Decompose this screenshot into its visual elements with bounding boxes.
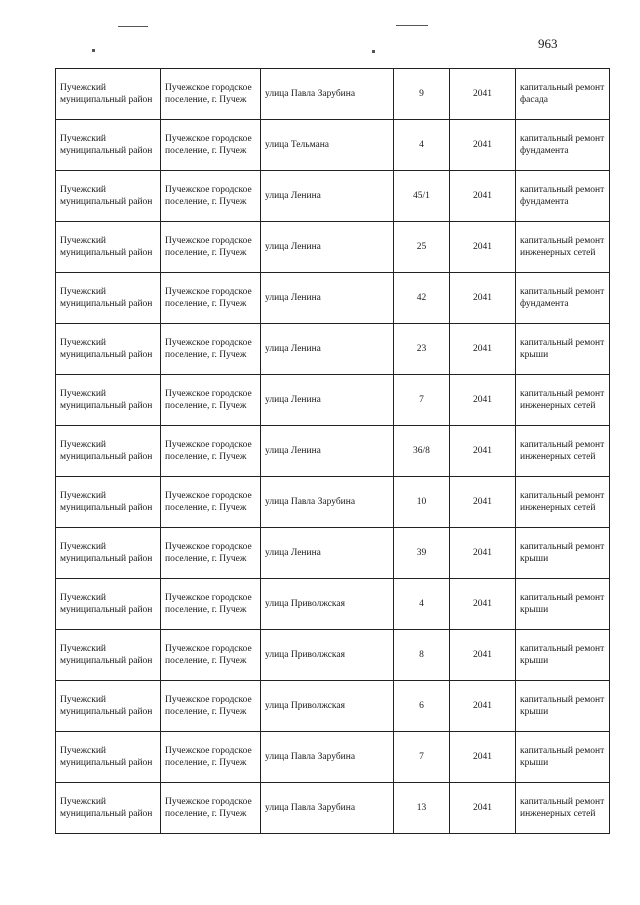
table-row — [56, 579, 610, 630]
table-row — [56, 477, 610, 528]
settlement-cell: Пучежское городское поселение, г. Пучеж — [161, 375, 261, 426]
table-row — [56, 783, 610, 834]
scan-mark — [92, 49, 95, 52]
table-row — [56, 681, 610, 732]
street-cell: улица Ленина — [261, 375, 394, 426]
work-type-cell: капитальный ремонт крыши — [516, 528, 610, 579]
table-row — [56, 732, 610, 783]
house-number-cell: 39 — [394, 528, 450, 579]
house-number-cell: 13 — [394, 783, 450, 834]
work-type-cell: капитальный ремонт фундамента — [516, 273, 610, 324]
district-cell: Пучежский муниципальный район — [56, 375, 161, 426]
year-cell: 2041 — [450, 426, 516, 477]
street-cell: улица Ленина — [261, 273, 394, 324]
house-number-cell: 23 — [394, 324, 450, 375]
house-number-cell: 4 — [394, 120, 450, 171]
house-number-cell: 4 — [394, 579, 450, 630]
street-cell: улица Ленина — [261, 324, 394, 375]
settlement-cell: Пучежское городское поселение, г. Пучеж — [161, 69, 261, 120]
settlement-cell: Пучежское городское поселение, г. Пучеж — [161, 477, 261, 528]
street-cell: улица Ленина — [261, 222, 394, 273]
district-cell: Пучежский муниципальный район — [56, 273, 161, 324]
street-cell: улица Павла Зарубина — [261, 69, 394, 120]
district-cell: Пучежский муниципальный район — [56, 579, 161, 630]
year-cell: 2041 — [450, 681, 516, 732]
work-type-cell: капитальный ремонт фундамента — [516, 120, 610, 171]
year-cell: 2041 — [450, 69, 516, 120]
settlement-cell: Пучежское городское поселение, г. Пучеж — [161, 528, 261, 579]
house-number-cell: 6 — [394, 681, 450, 732]
year-cell: 2041 — [450, 732, 516, 783]
district-cell: Пучежский муниципальный район — [56, 732, 161, 783]
street-cell: улица Павла Зарубина — [261, 732, 394, 783]
street-cell: улица Ленина — [261, 171, 394, 222]
work-type-cell: капитальный ремонт инженерных сетей — [516, 375, 610, 426]
house-number-cell: 45/1 — [394, 171, 450, 222]
street-cell: улица Тельмана — [261, 120, 394, 171]
scan-mark — [118, 26, 148, 27]
district-cell: Пучежский муниципальный район — [56, 69, 161, 120]
scan-mark — [372, 50, 375, 53]
district-cell: Пучежский муниципальный район — [56, 222, 161, 273]
scan-mark — [396, 25, 428, 26]
settlement-cell: Пучежское городское поселение, г. Пучеж — [161, 120, 261, 171]
registry-body — [56, 69, 610, 834]
street-cell: улица Ленина — [261, 528, 394, 579]
year-cell: 2041 — [450, 477, 516, 528]
district-cell: Пучежский муниципальный район — [56, 171, 161, 222]
table-row — [56, 528, 610, 579]
settlement-cell: Пучежское городское поселение, г. Пучеж — [161, 579, 261, 630]
year-cell: 2041 — [450, 579, 516, 630]
house-number-cell: 7 — [394, 732, 450, 783]
table-row — [56, 273, 610, 324]
year-cell: 2041 — [450, 630, 516, 681]
work-type-cell: капитальный ремонт инженерных сетей — [516, 222, 610, 273]
district-cell: Пучежский муниципальный район — [56, 528, 161, 579]
table-row — [56, 426, 610, 477]
settlement-cell: Пучежское городское поселение, г. Пучеж — [161, 630, 261, 681]
table-row — [56, 324, 610, 375]
settlement-cell: Пучежское городское поселение, г. Пучеж — [161, 222, 261, 273]
settlement-cell: Пучежское городское поселение, г. Пучеж — [161, 171, 261, 222]
house-number-cell: 9 — [394, 69, 450, 120]
street-cell: улица Приволжская — [261, 630, 394, 681]
table-row — [56, 222, 610, 273]
work-type-cell: капитальный ремонт крыши — [516, 681, 610, 732]
settlement-cell: Пучежское городское поселение, г. Пучеж — [161, 681, 261, 732]
house-number-cell: 8 — [394, 630, 450, 681]
table-row — [56, 69, 610, 120]
settlement-cell: Пучежское городское поселение, г. Пучеж — [161, 783, 261, 834]
district-cell: Пучежский муниципальный район — [56, 783, 161, 834]
district-cell: Пучежский муниципальный район — [56, 120, 161, 171]
house-number-cell: 42 — [394, 273, 450, 324]
settlement-cell: Пучежское городское поселение, г. Пучеж — [161, 732, 261, 783]
street-cell: улица Павла Зарубина — [261, 783, 394, 834]
district-cell: Пучежский муниципальный район — [56, 426, 161, 477]
settlement-cell: Пучежское городское поселение, г. Пучеж — [161, 324, 261, 375]
year-cell: 2041 — [450, 783, 516, 834]
table-row — [56, 120, 610, 171]
registry-table — [55, 68, 610, 834]
table-row — [56, 630, 610, 681]
street-cell: улица Павла Зарубина — [261, 477, 394, 528]
street-cell: улица Приволжская — [261, 579, 394, 630]
settlement-cell: Пучежское городское поселение, г. Пучеж — [161, 273, 261, 324]
year-cell: 2041 — [450, 222, 516, 273]
house-number-cell: 36/8 — [394, 426, 450, 477]
street-cell: улица Приволжская — [261, 681, 394, 732]
work-type-cell: капитальный ремонт крыши — [516, 579, 610, 630]
year-cell: 2041 — [450, 528, 516, 579]
work-type-cell: капитальный ремонт инженерных сетей — [516, 426, 610, 477]
table-row — [56, 375, 610, 426]
work-type-cell: капитальный ремонт инженерных сетей — [516, 477, 610, 528]
work-type-cell: капитальный ремонт инженерных сетей — [516, 783, 610, 834]
table-row — [56, 171, 610, 222]
work-type-cell: капитальный ремонт фундамента — [516, 171, 610, 222]
district-cell: Пучежский муниципальный район — [56, 681, 161, 732]
year-cell: 2041 — [450, 120, 516, 171]
work-type-cell: капитальный ремонт крыши — [516, 630, 610, 681]
district-cell: Пучежский муниципальный район — [56, 324, 161, 375]
year-cell: 2041 — [450, 273, 516, 324]
district-cell: Пучежский муниципальный район — [56, 630, 161, 681]
district-cell: Пучежский муниципальный район — [56, 477, 161, 528]
work-type-cell: капитальный ремонт крыши — [516, 732, 610, 783]
house-number-cell: 25 — [394, 222, 450, 273]
page-number: 963 — [538, 36, 558, 51]
house-number-cell: 10 — [394, 477, 450, 528]
year-cell: 2041 — [450, 171, 516, 222]
settlement-cell: Пучежское городское поселение, г. Пучеж — [161, 426, 261, 477]
year-cell: 2041 — [450, 324, 516, 375]
work-type-cell: капитальный ремонт крыши — [516, 324, 610, 375]
house-number-cell: 7 — [394, 375, 450, 426]
year-cell: 2041 — [450, 375, 516, 426]
work-type-cell: капитальный ремонт фасада — [516, 69, 610, 120]
street-cell: улица Ленина — [261, 426, 394, 477]
